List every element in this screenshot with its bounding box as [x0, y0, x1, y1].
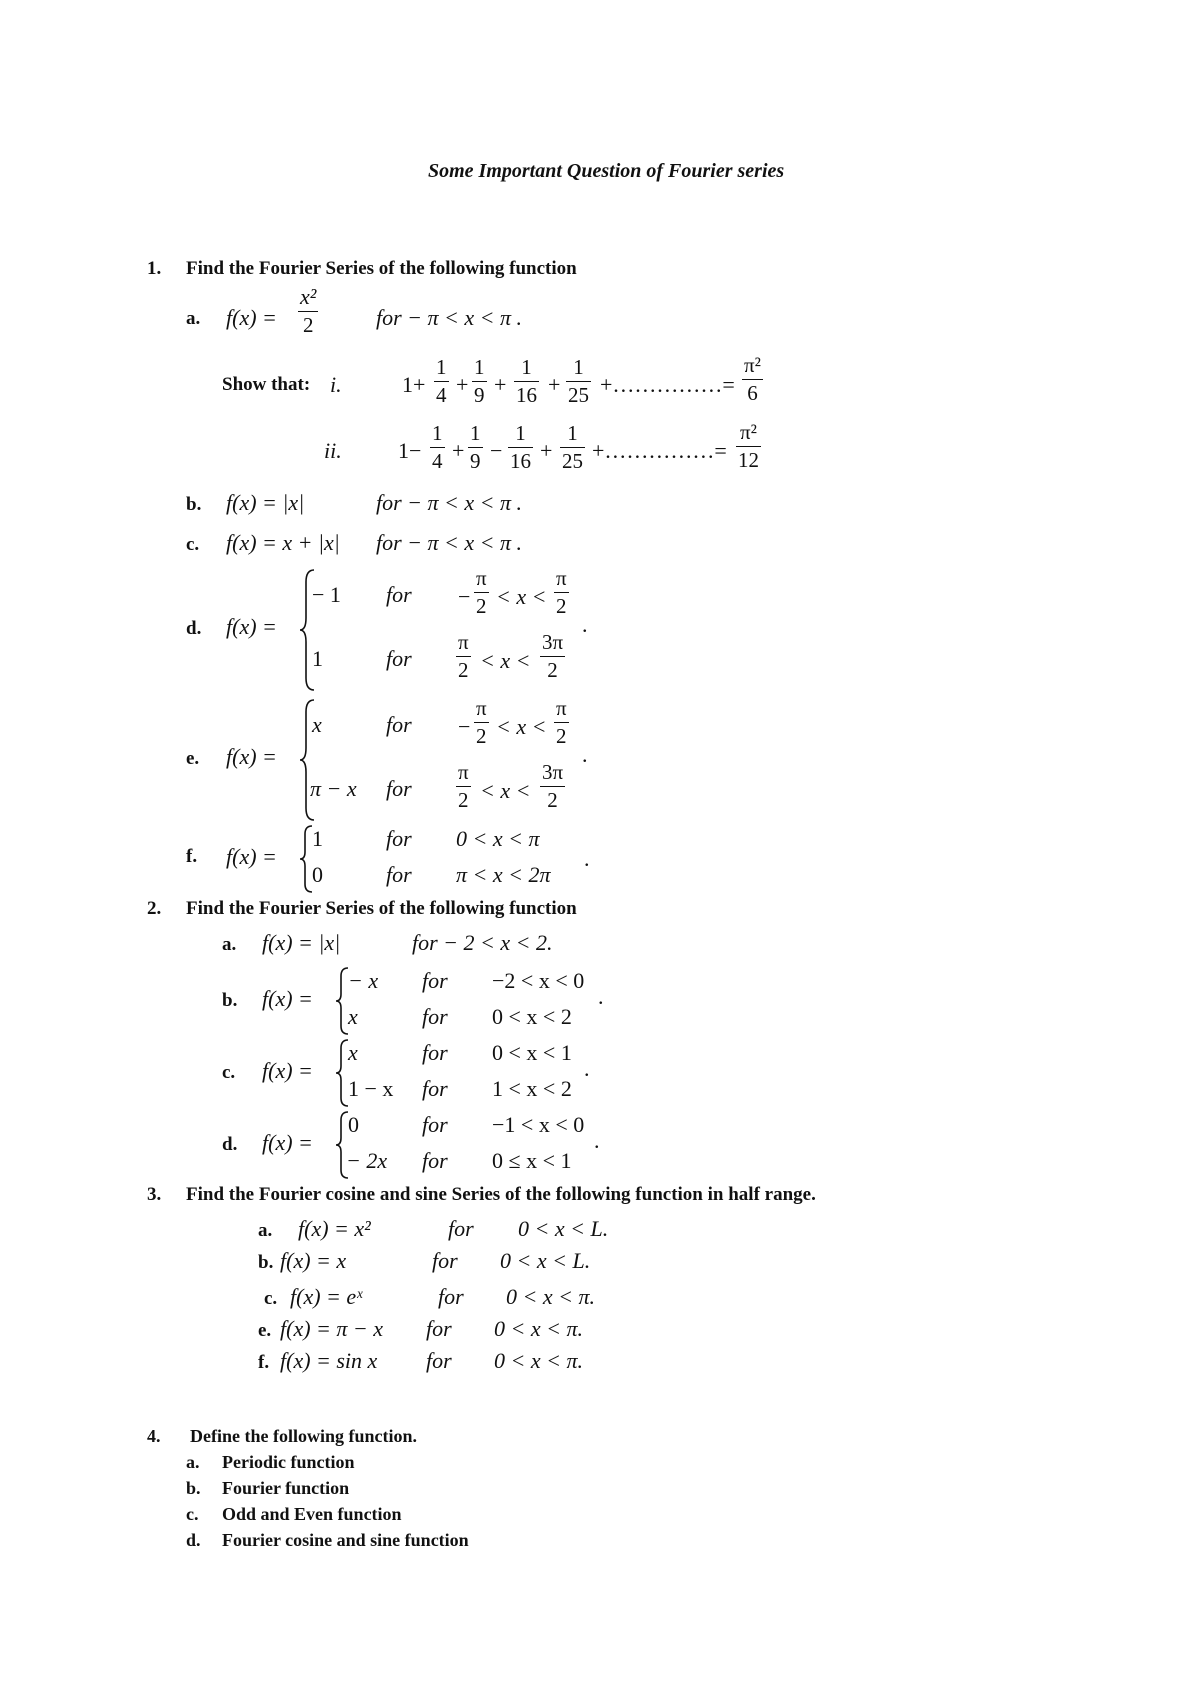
question-4-number: 4. — [147, 1426, 161, 1446]
question-1-number: 1. — [147, 258, 162, 279]
q1d-c2-frac-2: $\frac{3\pi}{2}$ — [542, 630, 564, 682]
series-i-op-2: + — [494, 372, 507, 397]
q1d-lhs: f(x) = — [226, 614, 277, 639]
q3b-for: for — [432, 1248, 458, 1273]
q1d-case-2: 1 — [312, 646, 323, 671]
q1d-c2-mid: < x < — [480, 648, 531, 673]
q1f-case-2: 0 — [312, 862, 323, 887]
q2c-case-1: x — [348, 1040, 358, 1065]
q4a-label: a. — [186, 1452, 200, 1472]
question-3-text: Find the Fourier cosine and sine Series of the following function in half range. — [186, 1184, 816, 1205]
q1d-for-1: for — [386, 582, 412, 607]
q1d-c1-mid: < x < — [496, 584, 547, 609]
q2b-case-2: x — [348, 1004, 358, 1029]
q3f-condition: 0 < x < π. — [494, 1348, 583, 1373]
series-ii-term-1: $\frac{1}{4}$ — [432, 421, 443, 473]
q1e-c2-frac-2: $\frac{3\pi}{2}$ — [542, 760, 564, 812]
q1a-label: a. — [186, 308, 201, 329]
q2c-cond-1: 0 < x < 1 — [492, 1040, 572, 1065]
q3a-condition: 0 < x < L. — [518, 1216, 609, 1241]
q1a-fraction: $\frac{\text{x²}}{2}$ — [300, 284, 317, 337]
q1d-period: . — [582, 612, 588, 637]
q1d-c2-frac-1: $\frac{\pi}{2}$ — [458, 630, 469, 682]
q2d-period: . — [594, 1128, 600, 1153]
series-i-term-3: $\frac{1}{16}$ — [516, 355, 537, 407]
q2d-case-2: − 2x — [346, 1148, 388, 1173]
q4b-text: Fourier function — [222, 1478, 350, 1498]
q4b-label: b. — [186, 1478, 201, 1498]
series-i-term-2: $\frac{1}{9}$ — [474, 355, 485, 407]
q1f-cond-1: 0 < x < π — [456, 826, 540, 851]
q2b-for-1: for — [422, 968, 448, 993]
q1f-case-1: 1 — [312, 826, 323, 851]
q3c-label: c. — [264, 1288, 278, 1309]
series-ii-term-4: $\frac{1}{25}$ — [562, 421, 583, 473]
q3f-label: f. — [258, 1352, 270, 1373]
series-i-result: $\frac{\text{π²}}{6}$ — [744, 353, 761, 405]
q4d-label: d. — [186, 1530, 201, 1550]
q1e-c1-frac-1: $\frac{\pi}{2}$ — [476, 696, 487, 748]
q2b-case-1: − x — [348, 968, 379, 993]
page-title: Some Important Question of Fourier series — [428, 160, 785, 182]
q3f-for: for — [426, 1348, 452, 1373]
q2b-cond-2: 0 < x < 2 — [492, 1004, 572, 1029]
q2c-period: . — [584, 1056, 590, 1081]
q2d-label: d. — [222, 1134, 238, 1155]
q2c-label: c. — [222, 1062, 236, 1083]
q1f-for-1: for — [386, 826, 412, 851]
q2c-cond-2: 1 < x < 2 — [492, 1076, 572, 1101]
q2b-label: b. — [222, 990, 238, 1011]
q1e-for-2: for — [386, 776, 412, 801]
q1e-case-1: x — [312, 712, 322, 737]
q4c-label: c. — [186, 1504, 199, 1524]
q1c-lhs: f(x) = x + |x| — [226, 530, 340, 555]
q1e-c1-frac-2: $\frac{\pi}{2}$ — [556, 696, 567, 748]
q1e-period: . — [582, 742, 588, 767]
series-ii-term-2: $\frac{1}{9}$ — [470, 421, 481, 473]
q1e-c2-mid: < x < — [480, 778, 531, 803]
q1e-case-2: π − x — [310, 776, 357, 801]
series-i-lead: 1+ — [402, 372, 426, 397]
show-that-ii-label: ii. — [324, 438, 342, 463]
q1d-c1-minus: − — [458, 584, 471, 609]
q2d-cond-2: 0 ≤ x < 1 — [492, 1148, 572, 1173]
q1e-c1-mid: < x < — [496, 714, 547, 739]
q2c-case-2: 1 − x — [348, 1076, 394, 1101]
q4a-text: Periodic function — [222, 1452, 355, 1472]
q3c-for: for — [438, 1284, 464, 1309]
question-2-number: 2. — [147, 898, 162, 919]
q3e-condition: 0 < x < π. — [494, 1316, 583, 1341]
q4c-text: Odd and Even function — [222, 1504, 402, 1524]
question-1-text: Find the Fourier Series of the following function — [186, 258, 577, 279]
q1f-label: f. — [186, 846, 198, 867]
q1c-condition: for − π < x < π . — [376, 530, 523, 555]
question-3-number: 3. — [147, 1184, 162, 1205]
series-i-term-1: $\frac{1}{4}$ — [436, 355, 447, 407]
q3f-lhs: f(x) = sin x — [280, 1348, 378, 1373]
series-ii-term-3: $\frac{1}{16}$ — [510, 421, 531, 473]
q2a-label: a. — [222, 934, 237, 955]
q2c-lhs: f(x) = — [262, 1058, 313, 1083]
q1d-case-1: − 1 — [312, 582, 341, 607]
q2d-case-1: 0 — [348, 1112, 359, 1137]
q1e-label: e. — [186, 748, 200, 769]
series-ii-op-2: − — [490, 438, 503, 463]
q3c-condition: 0 < x < π. — [506, 1284, 595, 1309]
q3e-label: e. — [258, 1320, 272, 1341]
series-ii-op-3: + — [540, 438, 553, 463]
q2d-lhs: f(x) = — [262, 1130, 313, 1155]
question-4-text: Define the following function. — [190, 1426, 417, 1446]
series-ii-op-4: +……………= — [592, 438, 727, 463]
q3c-lhs: f(x) = eˣ — [290, 1284, 363, 1309]
series-i-term-4: $\frac{1}{25}$ — [568, 355, 589, 407]
q1f-period: . — [584, 846, 590, 871]
q2d-cond-1: −1 < x < 0 — [492, 1112, 585, 1137]
q2a-lhs: f(x) = |x| — [262, 930, 341, 955]
q1a-lhs: f(x) = — [226, 305, 277, 330]
series-ii-result: $\frac{\text{π²}}{12}$ — [738, 420, 759, 472]
q1d-c1-frac-1: $\frac{\pi}{2}$ — [476, 566, 487, 618]
q1e-c2-frac-1: $\frac{\pi}{2}$ — [458, 760, 469, 812]
q3e-lhs: f(x) = π − x — [280, 1316, 384, 1341]
q2b-cond-1: −2 < x < 0 — [492, 968, 585, 993]
q3a-label: a. — [258, 1220, 273, 1241]
q1d-for-2: for — [386, 646, 412, 671]
q1e-for-1: for — [386, 712, 412, 737]
q1b-label: b. — [186, 494, 202, 515]
q3b-condition: 0 < x < L. — [500, 1248, 591, 1273]
q3b-lhs: f(x) = x — [280, 1248, 347, 1273]
q1f-lhs: f(x) = — [226, 844, 277, 869]
q1e-lhs: f(x) = — [226, 744, 277, 769]
q1c-label: c. — [186, 534, 200, 555]
q1f-cond-2: π < x < 2π — [456, 862, 551, 887]
q2b-lhs: f(x) = — [262, 986, 313, 1011]
question-2-text: Find the Fourier Series of the following function — [186, 898, 577, 919]
series-i-op-3: + — [548, 372, 561, 397]
q1e-c1-minus: − — [458, 714, 471, 739]
q1d-c1-frac-2: $\frac{\pi}{2}$ — [556, 566, 567, 618]
q2d-for-1: for — [422, 1112, 448, 1137]
q2b-period: . — [598, 984, 604, 1009]
q3a-lhs: f(x) = x² — [298, 1216, 371, 1241]
q1a-condition: for − π < x < π . — [376, 305, 523, 330]
show-that-label: Show that: — [222, 374, 311, 395]
q4d-text: Fourier cosine and sine function — [222, 1530, 469, 1550]
q2a-condition: for − 2 < x < 2. — [412, 930, 553, 955]
series-ii-op-1: + — [452, 438, 465, 463]
q3a-for: for — [448, 1216, 474, 1241]
q3e-for: for — [426, 1316, 452, 1341]
q2c-for-1: for — [422, 1040, 448, 1065]
q3b-label: b. — [258, 1252, 274, 1273]
q2b-for-2: for — [422, 1004, 448, 1029]
series-ii-lead: 1− — [398, 438, 422, 463]
show-that-i-label: i. — [330, 372, 342, 397]
q2c-for-2: for — [422, 1076, 448, 1101]
q2d-for-2: for — [422, 1148, 448, 1173]
q1b-lhs: f(x) = |x| — [226, 490, 305, 515]
series-i-op-1: + — [456, 372, 469, 397]
series-i-op-4: +……………= — [600, 372, 735, 397]
q1b-condition: for − π < x < π . — [376, 490, 523, 515]
q1f-for-2: for — [386, 862, 412, 887]
q1d-label: d. — [186, 618, 202, 639]
